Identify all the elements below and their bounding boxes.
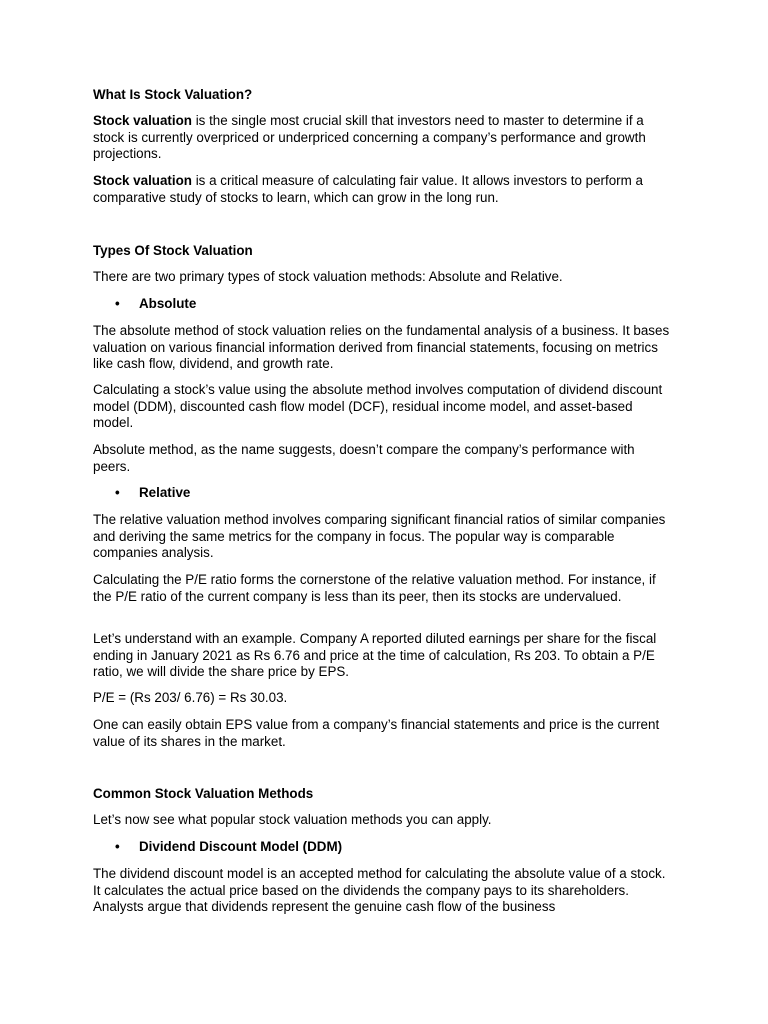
paragraph-stock-valuation-fair-value [93,173,675,206]
paragraph-relative-2: Calculating the P/E ratio forms the cornerstone of the relative valuation method. For instance, if the P/E ratio of the current company is less than its peer, then its stocks are undervalued. [93,572,656,604]
paragraph-text: is a critical measure of calculating fair value. It allows investors to perform a comparative study of stocks to learn, which can grow in the long run. [93,173,643,205]
bullet-label: Dividend Discount Model (DDM) [139,839,343,854]
paragraph-absolute-3: Absolute method, as the name suggests, doesn’t compare the company’s performance with peers. [93,442,635,474]
bold-term: Stock valuation [93,173,192,188]
bullet-label: Relative [139,485,191,500]
paragraph-relative-5: One can easily obtain EPS value from a company’s financial statements and price is the current value of its shares in the market. [93,717,660,749]
paragraph-stock-valuation-definition [93,113,675,163]
bullet-dot-icon: • [115,485,120,500]
heading-types-of-stock-valuation: Types Of Stock Valuation [93,243,253,258]
heading-what-is-stock-valuation: What Is Stock Valuation? [93,87,253,102]
paragraph-absolute-2: Calculating a stock’s value using the absolute method involves computation of dividend discount model (DDM), discounted cash flow model (DCF), residual income model, and asset-based model. [93,382,663,431]
bullet-absolute [93,296,675,313]
paragraph-types-intro: There are two primary types of stock valuation methods: Absolute and Relative. [93,269,563,284]
paragraph-absolute-1: The absolute method of stock valuation relies on the fundamental analysis of a business. It bases valuation on various financial information derived from financial statements, focusing on metrics like cash flow, dividend, and growth rate. [93,323,670,372]
bullet-ddm [93,839,675,856]
paragraph-text: is the single most crucial skill that investors need to master to determine if a stock is currently overpriced or underpriced concerning a company’s performance and growth projections. [93,113,646,162]
paragraph-relative-3: Let’s understand with an example. Company A reported diluted earnings per share for the fiscal ending in January 2021 as Rs 6.76 and price at the time of calculation, Rs 203. To obtain a P/E ratio, we will divide the share price by EPS. [93,631,657,680]
bullet-dot-icon: • [115,839,120,854]
paragraph-pe-formula: P/E = (Rs 203/ 6.76) = Rs 30.03. [93,690,288,705]
bullet-relative [93,485,675,502]
paragraph-methods-intro: Let’s now see what popular stock valuation methods you can apply. [93,812,492,827]
bullet-label: Absolute [139,296,197,311]
bold-term: Stock valuation [93,113,192,128]
heading-common-stock-valuation-methods: Common Stock Valuation Methods [93,786,314,801]
paragraph-ddm-1: The dividend discount model is an accepted method for calculating the absolute value of a stock. It calculates the actual price based on the dividends the company pays to its shareholders. Analysts argue that dividends represent the genuine cash flow of the business [93,866,666,915]
paragraph-relative-1: The relative valuation method involves comparing significant financial ratios of similar companies and deriving the same metrics for the company in focus. The popular way is comparable companies analysis. [93,512,666,561]
bullet-dot-icon: • [115,296,120,311]
